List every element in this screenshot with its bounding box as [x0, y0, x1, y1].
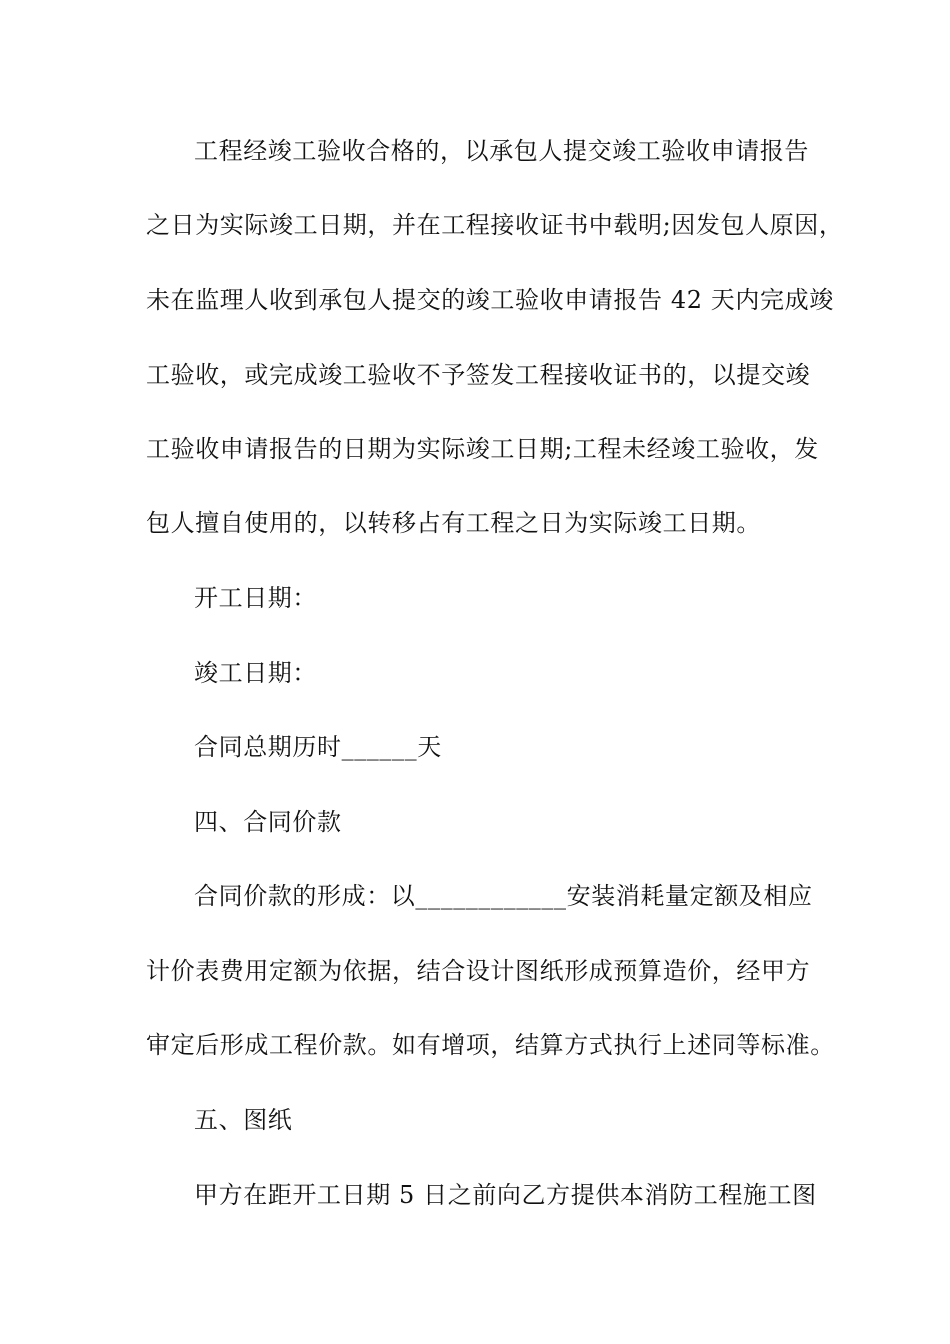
- start-date-label: 开工日期：: [194, 584, 317, 612]
- paragraph-price-line-1: 合同价款的形成：以____________安装消耗量定额及相应: [194, 882, 813, 910]
- paragraph-price-line-2: 计价表费用定额为依据，结合设计图纸形成预算造价，经甲方: [146, 957, 811, 985]
- section-heading-drawings: 五、图纸: [194, 1106, 293, 1134]
- paragraph-price-line-3: 审定后形成工程价款。如有增项，结算方式执行上述同等标准。: [146, 1031, 835, 1059]
- paragraph-completion-date-line-4: 工验收，或完成竣工验收不予签发工程接收证书的，以提交竣: [146, 361, 811, 389]
- paragraph-completion-date-line-3: 未在监理人收到承包人提交的竣工验收申请报告 42 天内完成竣: [146, 286, 834, 314]
- completion-date-label: 竣工日期：: [194, 659, 317, 687]
- paragraph-drawings-line-1: 甲方在距开工日期 5 日之前向乙方提供本消防工程施工图: [194, 1181, 817, 1209]
- contract-duration-line: 合同总期历时______天: [194, 733, 442, 761]
- paragraph-completion-date-line-1: 工程经竣工验收合格的，以承包人提交竣工验收申请报告: [194, 137, 809, 165]
- section-heading-contract-price: 四、合同价款: [194, 808, 342, 836]
- paragraph-completion-date-line-5: 工验收申请报告的日期为实际竣工日期;工程未经竣工验收，发: [146, 435, 819, 463]
- paragraph-completion-date-line-2: 之日为实际竣工日期，并在工程接收证书中载明;因发包人原因，: [146, 211, 844, 239]
- paragraph-completion-date-line-6: 包人擅自使用的，以转移占有工程之日为实际竣工日期。: [146, 509, 761, 537]
